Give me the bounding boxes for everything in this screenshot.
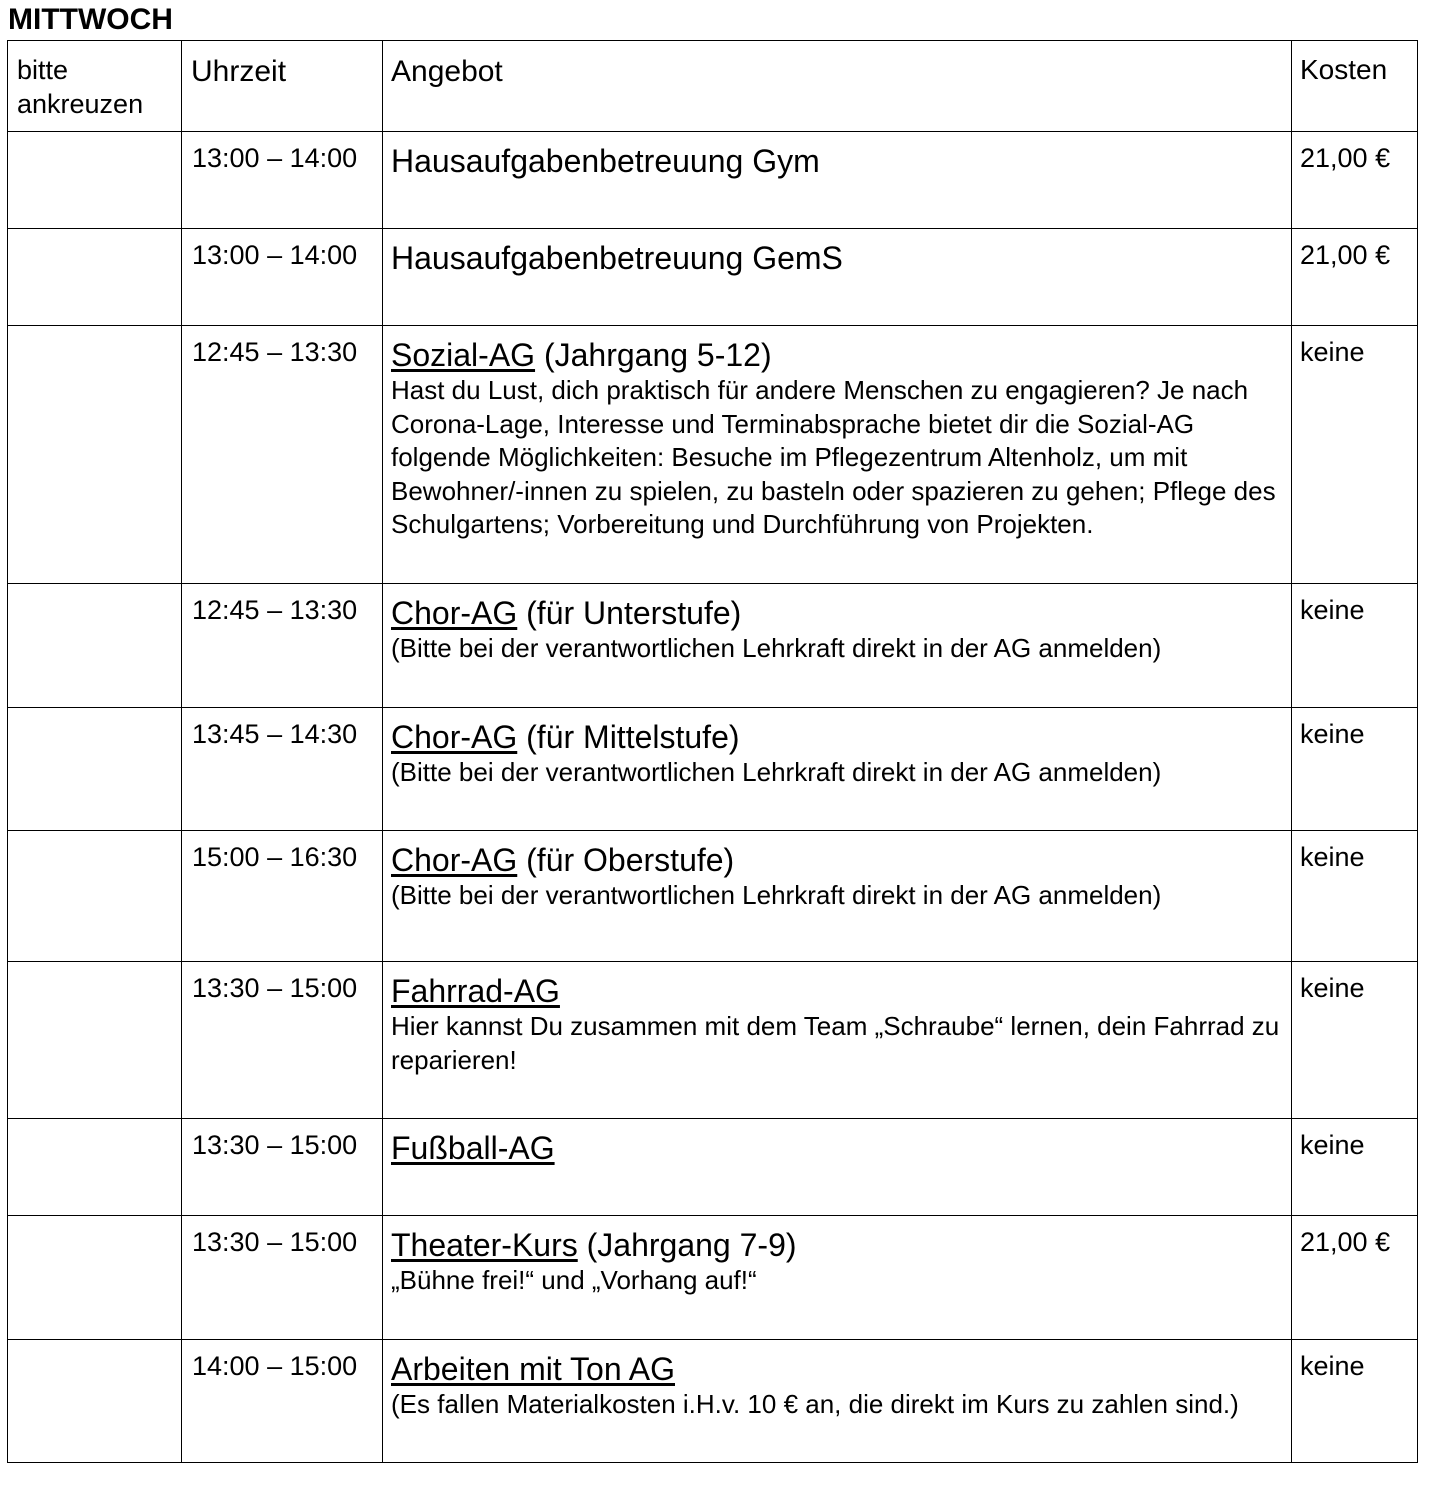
- cost-cell: keine: [1292, 831, 1418, 962]
- offer-cell: [383, 831, 1292, 962]
- cost-cell: keine: [1292, 326, 1418, 584]
- offer-description: (Bitte bei der verantwortlichen Lehrkraft direkt in der AG anmelden): [391, 633, 1162, 663]
- offer-name[interactable]: Sozial-AG: [391, 337, 536, 373]
- checkbox-cell[interactable]: [8, 1216, 182, 1340]
- header-row: [8, 41, 1418, 132]
- time-cell: 13:30 – 15:00: [182, 1216, 383, 1340]
- offer-suffix: (Jahrgang 7-9): [577, 1227, 797, 1263]
- time-cell: 14:00 – 15:00: [182, 1340, 383, 1463]
- checkbox-cell[interactable]: [8, 132, 182, 229]
- column-header-cost: Kosten: [1292, 41, 1418, 132]
- checkbox-cell[interactable]: [8, 584, 182, 708]
- column-header-offer: Angebot: [383, 41, 1292, 132]
- cost-cell: keine: [1292, 1119, 1418, 1216]
- table-row: [8, 962, 1418, 1119]
- column-header-time: Uhrzeit: [182, 41, 383, 132]
- cost-cell: keine: [1292, 1340, 1418, 1463]
- time-cell: 12:45 – 13:30: [182, 584, 383, 708]
- table-row: [8, 584, 1418, 708]
- offer-title: [391, 142, 1285, 180]
- offer-cell: [383, 708, 1292, 831]
- cost-cell: keine: [1292, 962, 1418, 1119]
- offer-cell: [383, 132, 1292, 229]
- time-cell: 13:45 – 14:30: [182, 708, 383, 831]
- offer-title: [391, 336, 1285, 374]
- offer-title: [391, 718, 1285, 756]
- table-row: [8, 1119, 1418, 1216]
- table-row: [8, 229, 1418, 326]
- time-cell: 13:30 – 15:00: [182, 962, 383, 1119]
- table-row: [8, 1216, 1418, 1340]
- checkbox-cell[interactable]: [8, 831, 182, 962]
- offer-suffix: (Jahrgang 5-12): [535, 337, 772, 373]
- table-row: [8, 132, 1418, 229]
- offer-cell: [383, 326, 1292, 584]
- offer-title: [391, 1350, 1285, 1388]
- table-row: [8, 708, 1418, 831]
- offer-title: [391, 972, 1285, 1010]
- time-cell: 13:00 – 14:00: [182, 229, 383, 326]
- page-title: MITTWOCH: [8, 3, 173, 36]
- offer-cell: [383, 1340, 1292, 1463]
- offer-name: Hausaufgabenbetreuung GemS: [391, 240, 843, 276]
- time-cell: 15:00 – 16:30: [182, 831, 383, 962]
- offer-description: (Bitte bei der verantwortlichen Lehrkraft direkt in der AG anmelden): [391, 880, 1162, 910]
- cost-cell: 21,00 €: [1292, 132, 1418, 229]
- offer-name: Hausaufgabenbetreuung Gym: [391, 143, 820, 179]
- checkbox-cell[interactable]: [8, 708, 182, 831]
- offer-suffix: (für Oberstufe): [517, 842, 735, 878]
- offer-name[interactable]: Chor-AG: [391, 842, 518, 878]
- offer-name[interactable]: Chor-AG: [391, 595, 518, 631]
- checkbox-cell[interactable]: [8, 229, 182, 326]
- offer-name[interactable]: Arbeiten mit Ton AG: [391, 1351, 675, 1387]
- offer-title: [391, 594, 1285, 632]
- offer-name[interactable]: Chor-AG: [391, 719, 518, 755]
- offer-cell: [383, 229, 1292, 326]
- offer-description: „Bühne frei!“ und „Vorhang auf!“: [391, 1265, 757, 1295]
- offer-description: Hier kannst Du zusammen mit dem Team „Schraube“ lernen, dein Fahrrad zu reparieren!: [391, 1011, 1280, 1075]
- offer-cell: [383, 962, 1292, 1119]
- table-row: [8, 326, 1418, 584]
- offer-description: Hast du Lust, dich praktisch für andere Menschen zu engagieren? Je nach Corona-Lage, Interesse und Terminabsprache bietet dir die Sozial-AG folgende Möglichkeiten: Besuche im Pflegezentrum Altenholz, um mit Bewohner/-innen zu spielen, zu basteln oder spazieren zu gehen; Pflege des Schulgartens; Vorbereitung und Durchführung von Projekten.: [391, 375, 1276, 539]
- offer-description: (Bitte bei der verantwortlichen Lehrkraft direkt in der AG anmelden): [391, 757, 1162, 787]
- offer-suffix: (für Mittelstufe): [517, 719, 740, 755]
- offer-description: (Es fallen Materialkosten i.H.v. 10 € an, die direkt im Kurs zu zahlen sind.): [391, 1389, 1239, 1419]
- offer-title: [391, 239, 1285, 277]
- checkbox-cell[interactable]: [8, 962, 182, 1119]
- offer-cell: [383, 1216, 1292, 1340]
- checkbox-cell[interactable]: [8, 1119, 182, 1216]
- cost-cell: 21,00 €: [1292, 1216, 1418, 1340]
- time-cell: 13:30 – 15:00: [182, 1119, 383, 1216]
- table-row: [8, 1340, 1418, 1463]
- offer-name[interactable]: Fußball-AG: [391, 1130, 555, 1166]
- offer-name[interactable]: Fahrrad-AG: [391, 973, 560, 1009]
- offer-title: [391, 1226, 1285, 1264]
- schedule-table: [7, 40, 1418, 1463]
- time-cell: 12:45 – 13:30: [182, 326, 383, 584]
- offer-title: [391, 841, 1285, 879]
- column-header-check: bitte ankreuzen: [8, 41, 182, 132]
- cost-cell: keine: [1292, 708, 1418, 831]
- checkbox-cell[interactable]: [8, 326, 182, 584]
- table-row: [8, 831, 1418, 962]
- checkbox-cell[interactable]: [8, 1340, 182, 1463]
- offer-title: [391, 1129, 1285, 1167]
- offer-suffix: (für Unterstufe): [517, 595, 742, 631]
- offer-cell: [383, 1119, 1292, 1216]
- cost-cell: 21,00 €: [1292, 229, 1418, 326]
- time-cell: 13:00 – 14:00: [182, 132, 383, 229]
- cost-cell: keine: [1292, 584, 1418, 708]
- offer-cell: [383, 584, 1292, 708]
- offer-name[interactable]: Theater-Kurs: [391, 1227, 578, 1263]
